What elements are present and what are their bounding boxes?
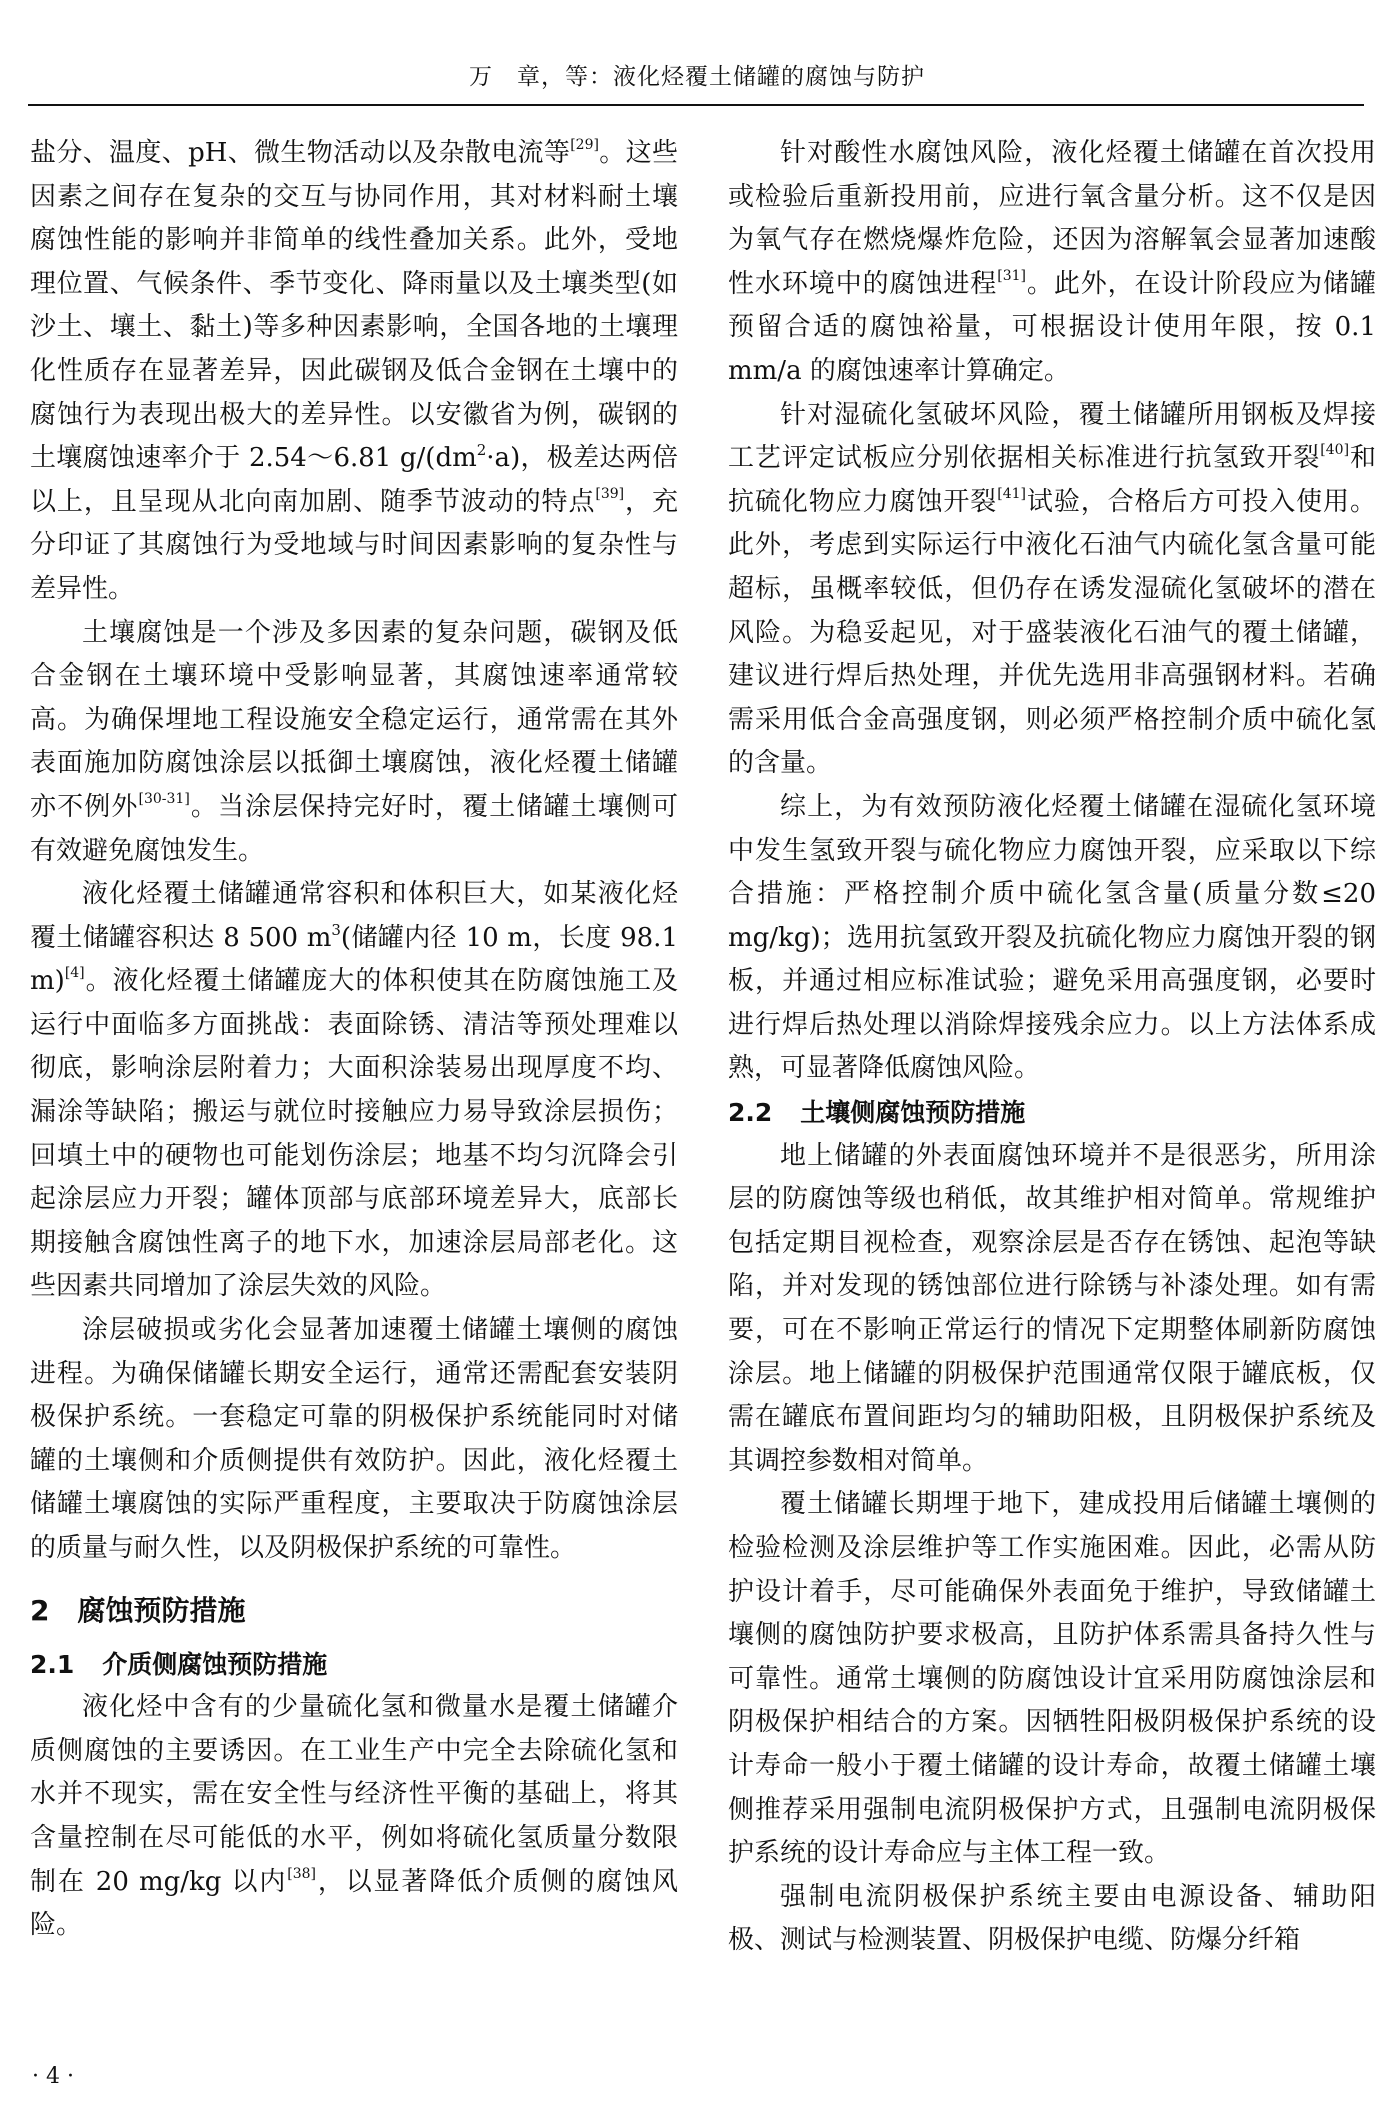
- paragraph: 覆土储罐长期埋于地下，建成投用后储罐土壤侧的检验检测及涂层维护等工作实施困难。因此，必需从防护设计着手，尽可能确保外表面免于维护，导致储罐土壤侧的腐蚀防护要求极高，且防护体系需具备持久性与可靠性。通常土壤侧的防腐蚀设计宜采用防腐蚀涂层和阴极保护相结合的方案。因牺牲阳极阴极保护系统的设计寿命一般小于覆土储罐的设计寿命，故覆土储罐土壤侧推荐采用强制电流阴极保护方式，且强制电流阴极保护系统的设计寿命应与主体工程一致。: [728, 1489, 1376, 1869]
- paragraph: 针对湿硫化氢破坏风险，覆土储罐所用钢板及焊接工艺评定试板应分别依据相关标准进行抗氢致开裂[40]和抗硫化物应力腐蚀开裂[41]试验，合格后方可投入使用。此外，考虑到实际运行中液化石油气内硫化氢含量可能超标，虽概率较低，但仍存在诱发湿硫化氢破坏的潜在风险。为稳妥起见，对于盛装液化石油气的覆土储罐，建议进行焊后热处理，并优先选用非高强钢材料。若确需采用低合金高强度钢，则必须严格控制介质中硫化氢的含量。: [728, 399, 1376, 779]
- paragraph: 液化烃中含有的少量硫化氢和微量水是覆土储罐介质侧腐蚀的主要诱因。在工业生产中完全去除硫化氢和水并不现实，需在安全性与经济性平衡的基础上，将其含量控制在尽可能低的水平，例如将硫化氢质量分数限制在 20 mg/kg 以内[38]，以显著降低介质侧的腐蚀风险。: [30, 1692, 678, 1941]
- paragraph: 液化烃覆土储罐通常容积和体积巨大，如某液化烃覆土储罐容积达 8 500 $m^3$(储罐内径 10 m，长度 98.1 m)[4]。液化烃覆土储罐庞大的体积使其在防腐蚀施工及运行中面临多方面挑战：表面除锈、清洁等预处理难以彻底，影响涂层附着力；大面积涂装易出现厚度不均、漏涂等缺陷；搬运与就位时接触应力易导致涂层损伤；回填土中的硬物也可能划伤涂层；地基不均匀沉降会引起涂层应力开裂；罐体顶部与底部环境差异大，底部长期接触含腐蚀性离子的地下水，加速涂层局部老化。这些因素共同增加了涂层失效的风险。: [30, 879, 678, 1302]
- citation: [41]: [997, 485, 1026, 502]
- citation: [38]: [287, 1865, 316, 1882]
- subsection-heading: 2.1 介质侧腐蚀预防措施: [30, 1649, 328, 1679]
- running-header: 万 章，等：液化烃覆土储罐的腐蚀与防护: [469, 64, 925, 90]
- citation: [39]: [595, 485, 625, 502]
- citation: [40]: [1320, 442, 1350, 459]
- left-column: [30, 132, 678, 1948]
- citation: [30-31]: [138, 790, 190, 807]
- paragraph: 地上储罐的外表面腐蚀环境并不是很恶劣，所用涂层的防腐蚀等级也稍低，故其维护相对简单。常规维护包括定期目视检查，观察涂层是否存在锈蚀、起泡等缺陷，并对发现的锈蚀部位进行除锈与补漆处理。如有需要，可在不影响正常运行的情况下定期整体刷新防腐蚀涂层。地上储罐的阴极保护范围通常仅限于罐底板，仅需在罐底布置间距均匀的辅助阳极，且阴极保护系统及其调控参数相对简单。: [728, 1140, 1376, 1476]
- section-heading: 2 腐蚀预防措施: [30, 1593, 246, 1627]
- subsection-heading: 2.2 土壤侧腐蚀预防措施: [728, 1098, 1026, 1128]
- right-column: [728, 132, 1376, 1963]
- citation: [31]: [997, 267, 1026, 284]
- paragraph: 针对酸性水腐蚀风险，液化烃覆土储罐在首次投用或检验后重新投用前，应进行氧含量分析。这不仅是因为氧气存在燃烧爆炸危险，还因为溶解氧会显著加速酸性水环境中的腐蚀进程[31]。此外，在设计阶段应为储罐预留合适的腐蚀裕量，可根据设计使用年限，按 0.1 mm/a 的腐蚀速率计算确定。: [728, 138, 1376, 386]
- citation: [4]: [64, 965, 85, 982]
- page-number: · 4 ·: [32, 2064, 74, 2089]
- header-rule: [28, 104, 1364, 106]
- paragraph: 强制电流阴极保护系统主要由电源设备、辅助阳极、测试与检测装置、阴极保护电缆、防爆分纤箱: [728, 1881, 1376, 1956]
- paragraph: 综上，为有效预防液化烃覆土储罐在湿硫化氢环境中发生氢致开裂与硫化物应力腐蚀开裂，应采取以下综合措施：严格控制介质中硫化氢含量(质量分数≤20 mg/kg)；选用抗氢致开裂及抗硫化物应力腐蚀开裂的钢板，并通过相应标准试验；避免采用高强度钢，必要时进行焊后热处理以消除焊接残余应力。以上方法体系成熟，可显著降低腐蚀风险。: [728, 791, 1376, 1084]
- citation: [29]: [570, 137, 599, 153]
- paragraph: 涂层破损或劣化会显著加速覆土储罐土壤侧的腐蚀进程。为确保储罐长期安全运行，通常还需配套安装阴极保护系统。一套稳定可靠的阴极保护系统能同时对储罐的土壤侧和介质侧提供有效防护。因此，液化烃覆土储罐土壤腐蚀的实际严重程度，主要取决于防腐蚀涂层的质量与耐久性，以及阴极保护系统的可靠性。: [30, 1315, 678, 1563]
- paragraph: 土壤腐蚀是一个涉及多因素的复杂问题，碳钢及低合金钢在土壤环境中受影响显著，其腐蚀速率通常较高。为确保埋地工程设施安全稳定运行，通常需在其外表面施加防腐蚀涂层以抵御土壤腐蚀，液化烃覆土储罐亦不例外[30-31]。当涂层保持完好时，覆土储罐土壤侧可有效避免腐蚀发生。: [30, 617, 678, 866]
- paragraph: 盐分、温度、pH、微生物活动以及杂散电流等[29]。这些因素之间存在复杂的交互与协同作用，其对材料耐土壤腐蚀性能的影响并非简单的线性叠加关系。此外，受地理位置、气候条件、季节变化、降雨量以及土壤类型(如沙土、壤土、黏土)等多种因素影响，全国各地的土壤理化性质存在显著差异，因此碳钢及低合金钢在土壤中的腐蚀行为表现出极大的差异性。以安徽省为例，碳钢的土壤腐蚀速率介于 2.54～6.81 $g/(dm^2\cdot a)$，极差达两倍以上，且呈现从北向南加剧、随季节波动的特点[39]，充分印证了其腐蚀行为受地域与时间因素影响的复杂性与差异性。: [30, 137, 678, 604]
